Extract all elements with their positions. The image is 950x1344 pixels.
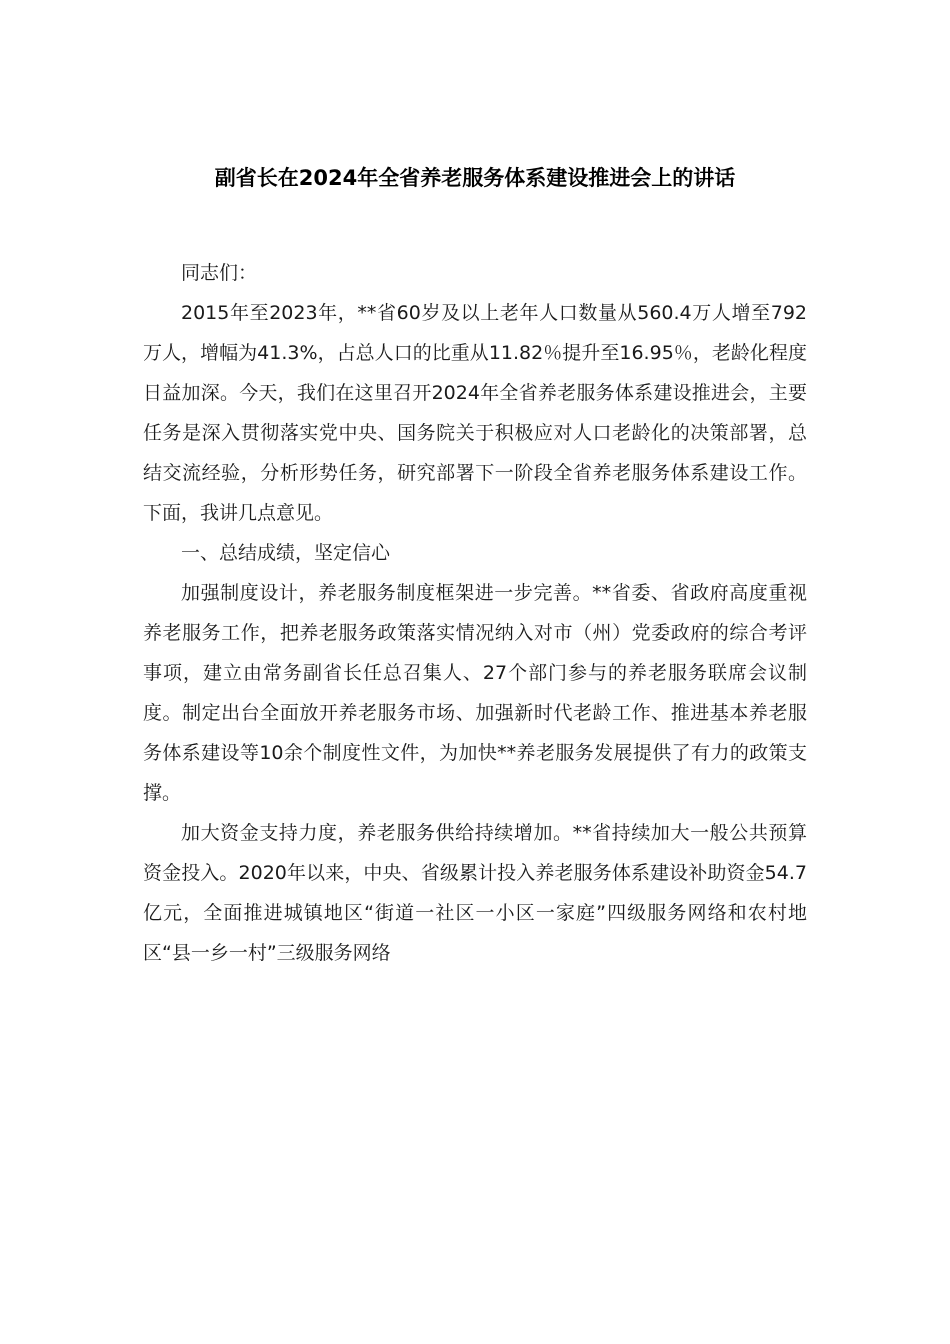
salutation: 同志们： <box>181 262 258 284</box>
section-heading: 一、总结成绩，坚定信心 <box>181 542 391 564</box>
intro-paragraph: 2015年至2023年，**省60岁及以上老年人口数量从560.4万人增至792万人，增幅为41.3%，占总人口的比重从11.82％提升至16.95％，老龄化程度日益加深。今天，我们在这里召开2024年全省养老服务体系建设推进会，主要任务是深入贯彻落实党中央、国务院关于积极应对人口老龄化的决策部署，总结交流经验，分析形势任务，研究部署下一阶段全省养老服务体系建设工作。下面，我讲几点意见。 <box>143 302 807 524</box>
document-body <box>143 253 807 973</box>
document-title: 副省长在2024年全省养老服务体系建设推进会上的讲话 <box>214 166 736 190</box>
body-paragraph: 加大资金支持力度，养老服务供给持续增加。**省持续加大一般公共预算资金投入。2020年以来，中央、省级累计投入养老服务体系建设补助资金54.7亿元，全面推进城镇地区“街道一社区一小区一家庭”四级服务网络和农村地区“县一乡一村”三级服务网络 <box>143 822 807 964</box>
body-paragraph: 加强制度设计，养老服务制度框架进一步完善。**省委、省政府高度重视养老服务工作，把养老服务政策落实情况纳入对市（州）党委政府的综合考评事项，建立由常务副省长任总召集人、27个部门参与的养老服务联席会议制度。制定出台全面放开养老服务市场、加强新时代老龄工作、推进基本养老服务体系建设等10余个制度性文件，为加快**养老服务发展提供了有力的政策支撑。 <box>143 582 807 804</box>
